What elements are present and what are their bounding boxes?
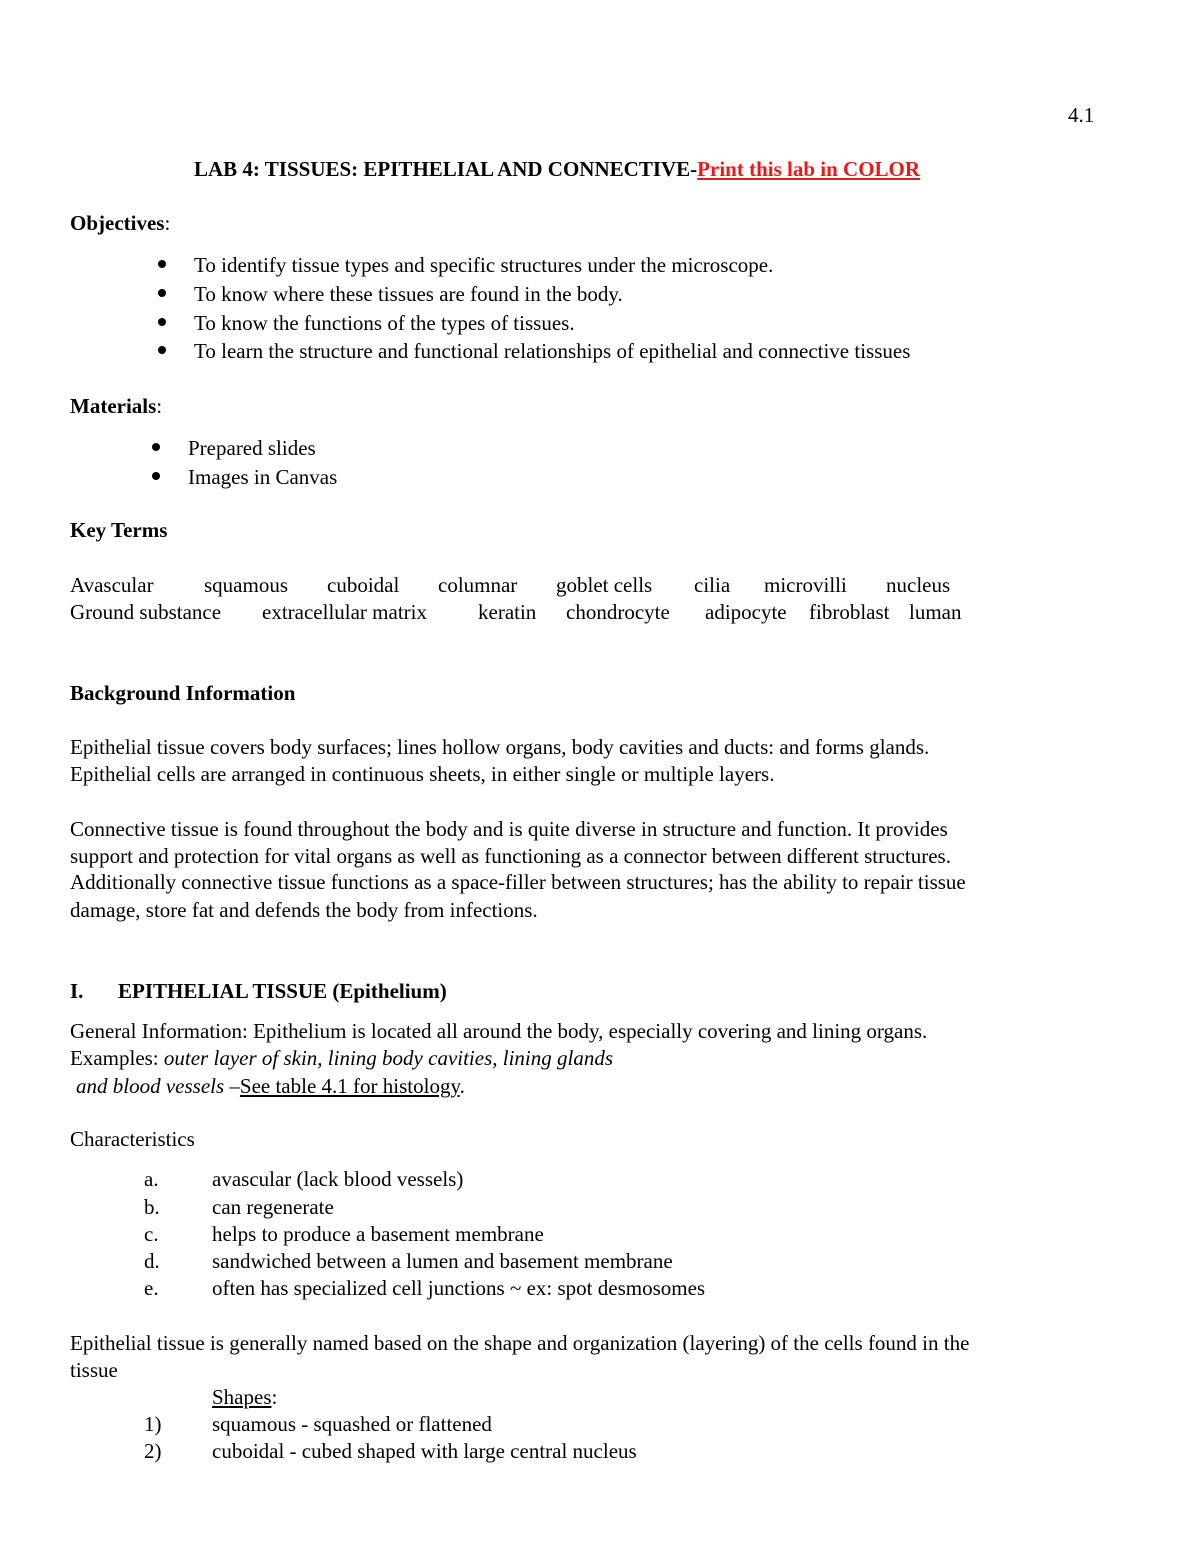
examples-line: and blood vessels –See table 4.1 for histology. [76, 1074, 465, 1098]
key-term: Avascular [70, 573, 154, 597]
key-term: luman [909, 600, 962, 624]
objective-item: To identify tissue types and specific structures under the microscope. [194, 253, 774, 277]
shape-item: cuboidal - cubed shaped with large central nucleus [212, 1439, 637, 1463]
key-term: chondrocyte [566, 600, 670, 624]
characteristic-item: often has specialized cell junctions ~ ex: spot desmosomes [212, 1276, 706, 1300]
characteristic-item: helps to produce a basement membrane [212, 1222, 544, 1246]
key-term: adipocyte [705, 600, 787, 624]
list-letter: a. [144, 1167, 159, 1191]
key-term: microvilli [764, 573, 847, 597]
background-line: Additionally connective tissue functions as a space-filler between structures; has the ability to repair tissue [70, 870, 966, 894]
bullet-icon [158, 318, 166, 326]
key-term: nucleus [886, 573, 951, 597]
key-term: columnar [438, 573, 518, 597]
key-term: Ground substance [70, 600, 222, 624]
bullet-icon [158, 289, 166, 297]
material-item: Images in Canvas [188, 465, 338, 489]
list-letter: e. [144, 1276, 159, 1300]
page-number: 4.1 [1068, 103, 1095, 127]
examples-line: Examples: outer layer of skin, lining body cavities, lining glands [70, 1046, 614, 1070]
shape-item: squamous - squashed or flattened [212, 1412, 492, 1436]
material-item: Prepared slides [188, 436, 316, 460]
bullet-icon [158, 260, 166, 268]
objective-item: To know where these tissues are found in the body. [194, 282, 623, 306]
key-term: squamous [204, 573, 288, 597]
background-line: Epithelial tissue covers body surfaces; lines hollow organs, body cavities and ducts: and forms glands. [70, 735, 930, 759]
table-reference-link[interactable]: See table 4.1 for histology [239, 1074, 460, 1098]
background-line: Epithelial cells are arranged in continuous sheets, in either single or multiple layers. [70, 762, 775, 786]
background-line: Connective tissue is found throughout the body and is quite diverse in structure and function. It provides [70, 817, 948, 841]
naming-line: tissue [70, 1358, 118, 1382]
list-number: 1) [144, 1412, 162, 1436]
key-term: keratin [478, 600, 537, 624]
materials-heading: Materials: [70, 394, 163, 418]
objective-item: To know the functions of the types of tissues. [194, 311, 575, 335]
key-term: fibroblast [809, 600, 890, 624]
bullet-icon [152, 472, 160, 480]
characteristic-item: avascular (lack blood vessels) [212, 1167, 464, 1191]
bullet-icon [152, 443, 160, 451]
key-term: extracellular matrix [262, 600, 427, 624]
title-color-note: Print this lab in COLOR [697, 157, 921, 181]
characteristic-item: sandwiched between a lumen and basement membrane [212, 1249, 673, 1273]
objectives-heading: Objectives: [70, 211, 171, 235]
shapes-heading: Shapes: [212, 1385, 278, 1409]
bullet-icon [158, 346, 166, 354]
characteristics-heading: Characteristics [70, 1127, 195, 1151]
page-title [194, 157, 920, 181]
objective-item: To learn the structure and functional relationships of epithelial and connective tissues [194, 339, 911, 363]
key-term: cilia [694, 573, 731, 597]
list-letter: b. [144, 1195, 160, 1219]
key-terms-heading: Key Terms [70, 518, 168, 542]
characteristic-item: can regenerate [212, 1195, 334, 1219]
key-term: goblet cells [556, 573, 653, 597]
list-number: 2) [144, 1439, 162, 1463]
section-number: I. [70, 979, 84, 1003]
title-main: LAB 4: TISSUES: EPITHELIAL AND CONNECTIVE- [194, 157, 698, 181]
background-line: damage, store fat and defends the body from infections. [70, 898, 538, 922]
list-letter: c. [144, 1222, 159, 1246]
list-letter: d. [144, 1249, 160, 1273]
naming-line: Epithelial tissue is generally named based on the shape and organization (layering) of the cells found in the [70, 1331, 970, 1355]
background-heading: Background Information [70, 681, 296, 705]
background-line: support and protection for vital organs as well as functioning as a connector between different structures. [70, 844, 951, 868]
general-info: General Information: Epithelium is located all around the body, especially covering and lining organs. [70, 1019, 928, 1043]
key-term: cuboidal [327, 573, 400, 597]
section-heading: EPITHELIAL TISSUE (Epithelium) [118, 979, 447, 1003]
